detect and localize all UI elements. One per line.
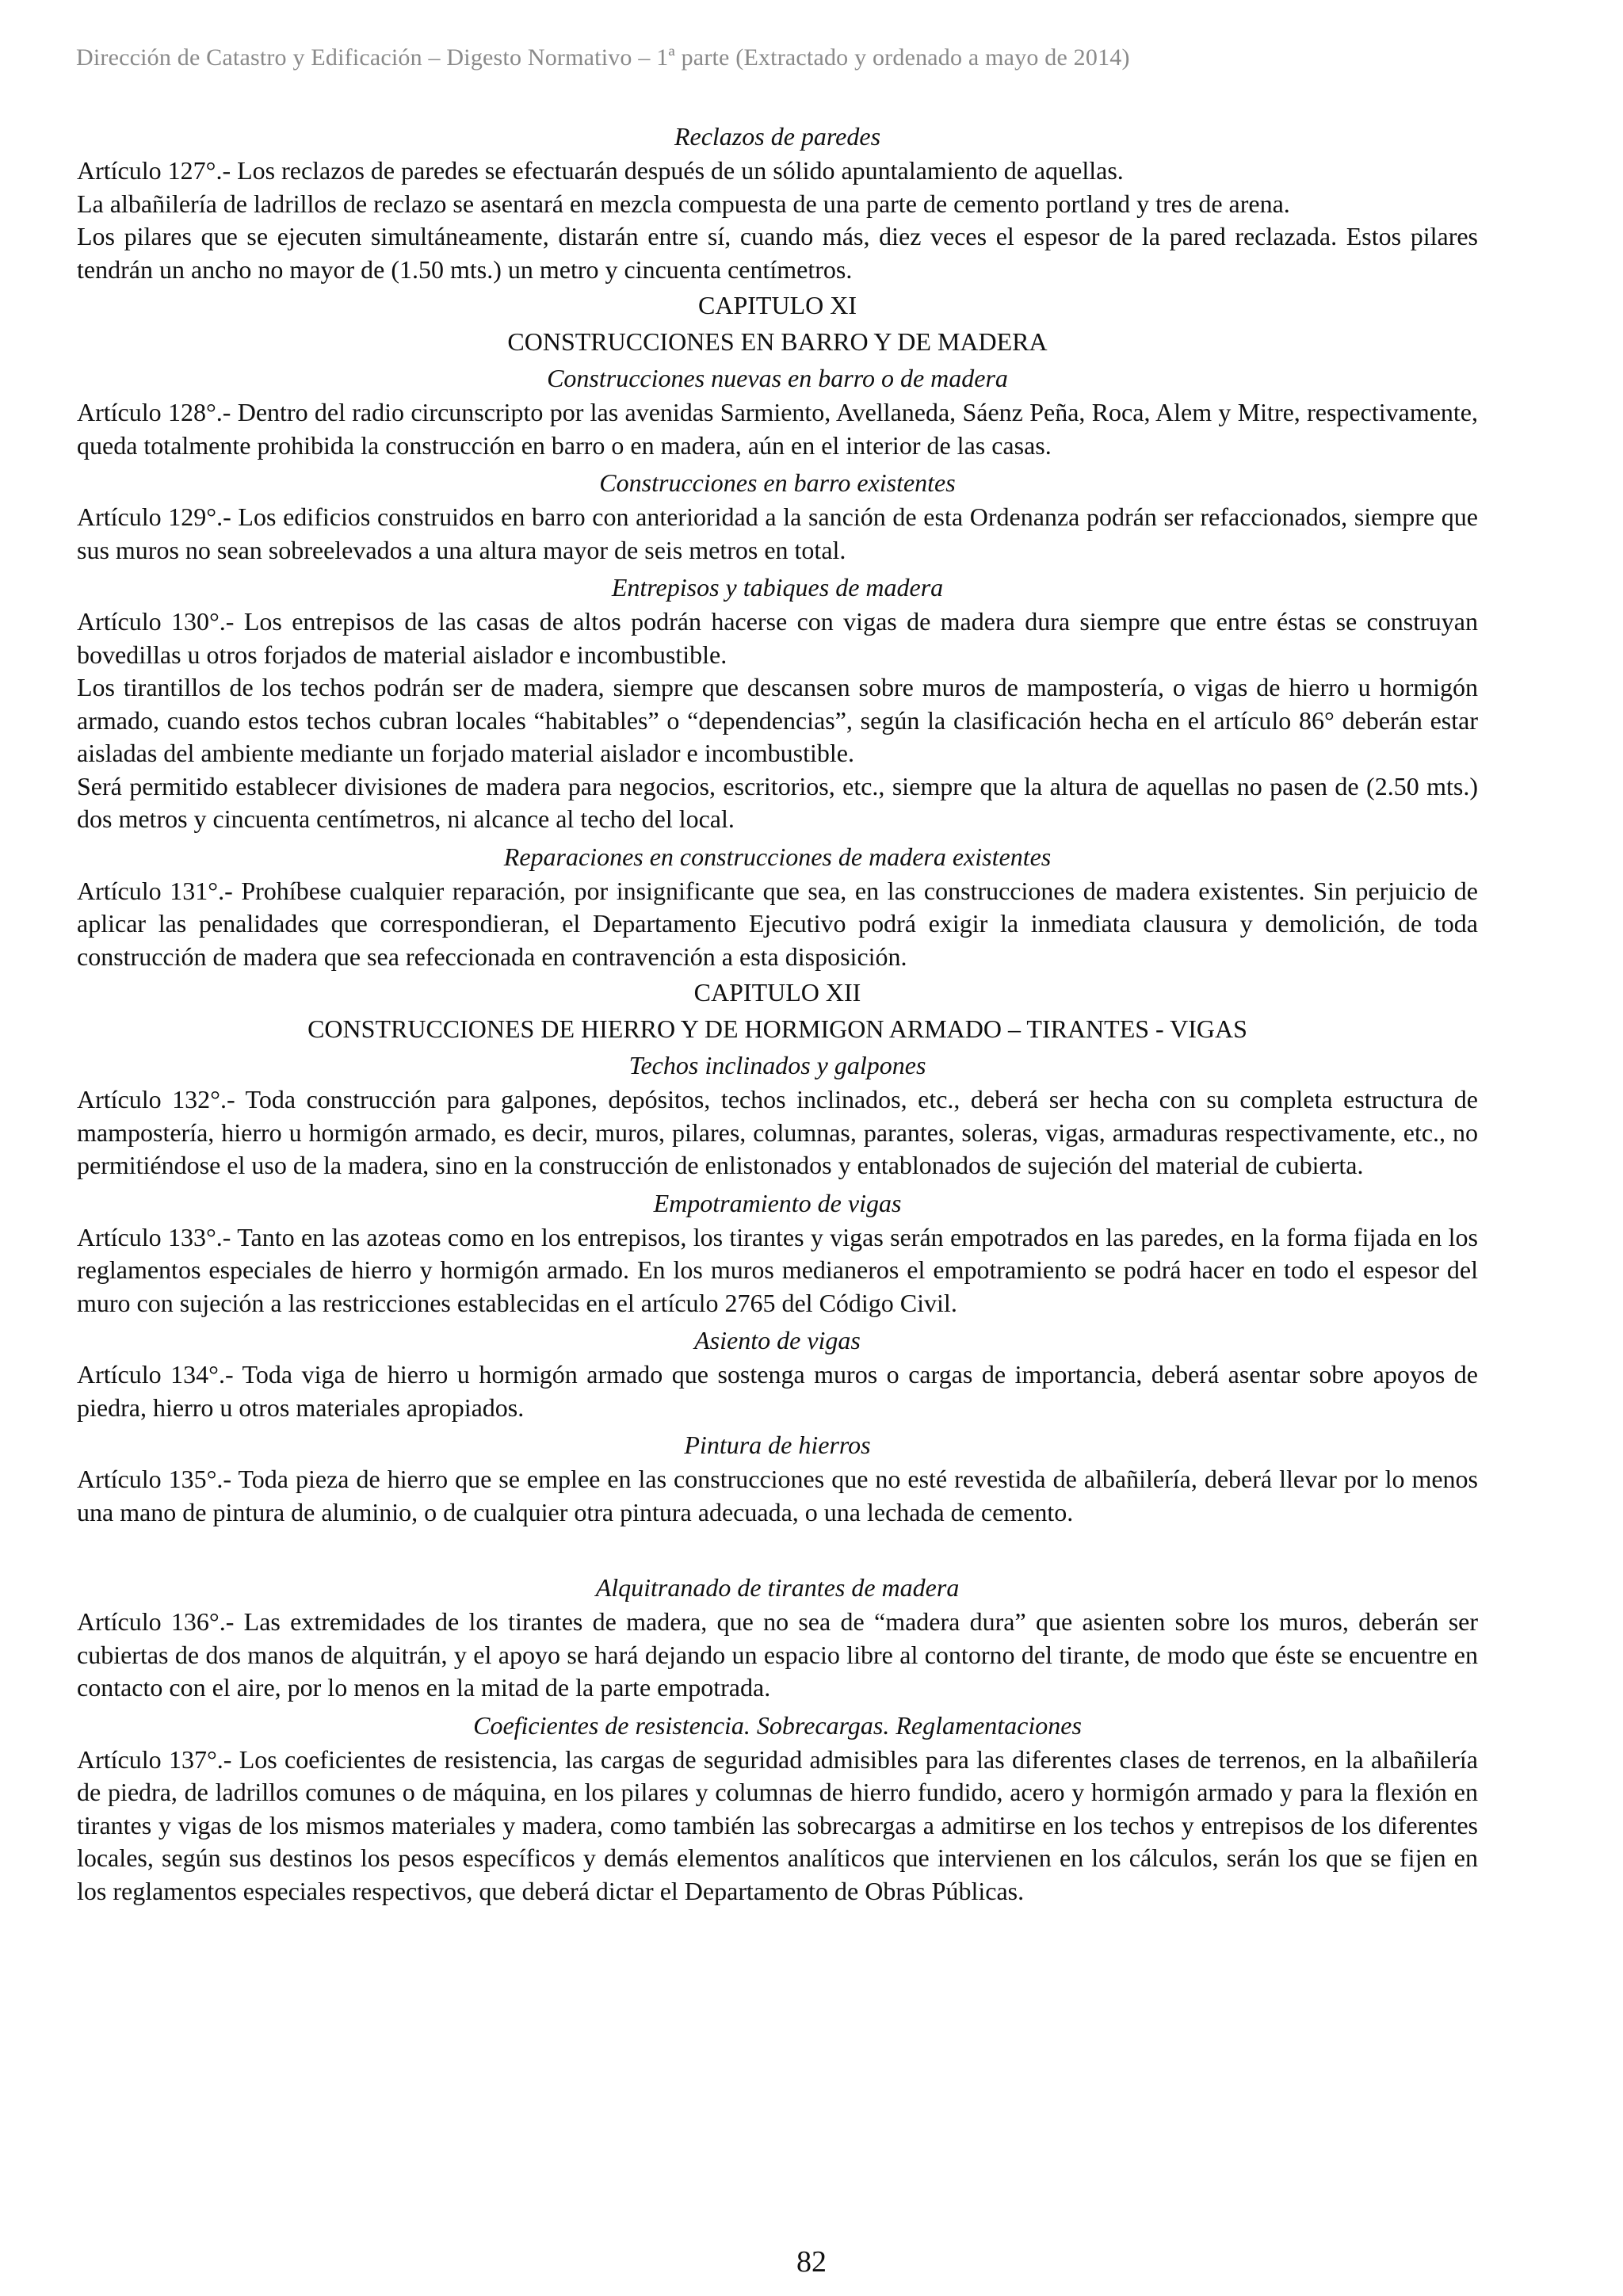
running-header: Dirección de Catastro y Edificación – Digesto Normativo – 1ª parte (Extractado y ordenado a mayo de 2014) [76, 44, 1130, 71]
chapter-title: CONSTRUCCIONES DE HIERRO Y DE HORMIGON ARMADO – TIRANTES - VIGAS [307, 1014, 1247, 1043]
section-subtitle: Techos inclinados y galpones [628, 1051, 926, 1079]
section-subtitle: Coeficientes de resistencia. Sobrecargas. Reglamentaciones [473, 1710, 1082, 1740]
article-paragraph: Artículo 133°.- Tanto en las azoteas como en los entrepisos, los tirantes y vigas serán empotrados en las paredes, en la forma fijada en los reglamentos especiales de hierro y hormigón armado. En los muros medianeros el empotramiento se podrá hacer en todo el espesor del muro con sujeción a las restricciones establecidas en el artículo 2765 del Código Civil. [77, 1222, 1478, 1317]
article-paragraph: Artículo 135°.- Toda pieza de hierro que se emplee en las construcciones que no esté revestida de albañilería, deberá llevar por lo menos una mano de pintura de aluminio, o de cualquier otra pintura adecuada, o una lechada de cemento. [77, 1465, 1478, 1526]
section-subtitle: Construcciones nuevas en barro o de madera [547, 364, 1008, 392]
article-paragraph: Artículo 128°.- Dentro del radio circunscripto por las avenidas Sarmiento, Avellaneda, Sáenz Peña, Roca, Alem y Mitre, respectivamente, queda totalmente prohibida la construcción en barro o en madera, aún en el interior de las casas. [77, 398, 1478, 460]
article-paragraph: Artículo 137°.- Los coeficientes de resistencia, las cargas de seguridad admisibles para las diferentes clases de terrenos, en la albañilería de piedra, de ladrillos comunes o de máquina, en los pilares y columnas de hierro fundido, acero y hormigón armado y para la flexión en tirantes y vigas de los mismos materiales y madera, como también las sobrecargas a admitirse en los techos y entrepisos de los diferentes locales, según sus destinos los pesos específicos y demás elementos analíticos que intervienen en los cálculos, serán los que se fijen en los reglamentos especiales respectivos, que deberá dictar el Departamento de Obras Públicas. [77, 1744, 1478, 1905]
blank-gap [77, 1529, 1478, 1567]
section-subtitle: Reclazos de paredes [674, 122, 881, 151]
chapter-heading: CAPITULO XI [698, 291, 857, 319]
article-paragraph: Será permitido establecer divisiones de madera para negocios, escritorios, etc., siempre que la altura de aquellas no pasen de (2.50 mts.) dos metros y cincuenta centímetros, ni alcance al techo del local. [77, 771, 1478, 833]
article-paragraph: Artículo 131°.- Prohíbese cualquier reparación, por insignificante que sea, en las construcciones de madera existentes. Sin perjuicio de aplicar las penalidades que correspondieran, el Departamento Ejecutivo podrá exigir la inmediata clausura y demolición, de toda construcción de madera que sea refeccionada en contravención a esta disposición. [77, 876, 1478, 971]
article-paragraph: Artículo 134°.- Toda viga de hierro u hormigón armado que sostenga muros o cargas de importancia, deberá asentar sobre apoyos de piedra, hierro u otros materiales apropiados. [77, 1360, 1478, 1422]
chapter-title: CONSTRUCCIONES EN BARRO Y DE MADERA [507, 327, 1048, 356]
page-number: 82 [796, 2245, 827, 2279]
article-paragraph: Los pilares que se ejecuten simultáneamente, distarán entre sí, cuando más, diez veces el espesor de la pared reclazada. Estos pilares tendrán un ancho no mayor de (1.50 mts.) un metro y cincuenta centímetros. [77, 222, 1478, 284]
page-content [77, 116, 1478, 1908]
section-subtitle: Asiento de vigas [694, 1326, 861, 1354]
article-paragraph: Artículo 127°.- Los reclazos de paredes se efectuarán después de un sólido apuntalamiento de aquellas. [77, 156, 1124, 185]
article-paragraph: Artículo 129°.- Los edificios construidos en barro con anterioridad a la sanción de esta Ordenanza podrán ser refaccionados, siempre que sus muros no sean sobreelevados a una altura mayor de seis metros en total. [77, 502, 1478, 564]
section-subtitle: Alquitranado de tirantes de madera [595, 1573, 960, 1602]
article-paragraph: Artículo 130°.- Los entrepisos de las casas de altos podrán hacerse con vigas de madera dura siempre que entre éstas se construyan bovedillas u otros forjados de material aislador e incombustible. [77, 607, 1478, 669]
article-paragraph: Artículo 136°.- Las extremidades de los tirantes de madera, que no sea de “madera dura” que asienten sobre los muros, deberán ser cubiertas de dos manos de alquitrán, y el apoyo se hará dejando un espacio libre al contorno del tirante, de modo que éste se encuentre en contacto con el aire, por lo menos en la mitad de la parte empotrada. [77, 1607, 1478, 1702]
section-subtitle: Entrepisos y tabiques de madera [611, 573, 944, 602]
section-subtitle: Pintura de hierros [684, 1431, 871, 1459]
chapter-heading: CAPITULO XII [693, 978, 861, 1007]
article-paragraph: Artículo 132°.- Toda construcción para galpones, depósitos, techos inclinados, etc., deberá ser hecha con su completa estructura de mampostería, hierro u hormigón armado, es decir, muros, pilares, columnas, parantes, soleras, vigas, armaduras respectivamente, etc., no permitiéndose el uso de la madera, sino en la construcción de enlistonados y entablonados de sujeción del material de cubierta. [77, 1085, 1478, 1179]
section-subtitle: Empotramiento de vigas [653, 1188, 902, 1217]
section-subtitle: Construcciones en barro existentes [599, 468, 956, 497]
article-paragraph: La albañilería de ladrillos de reclazo se asentará en mezcla compuesta de una parte de cemento portland y tres de arena. [77, 189, 1290, 218]
article-paragraph: Los tirantillos de los techos podrán ser de madera, siempre que descansen sobre muros de mampostería, o vigas de hierro u hormigón armado, cuando estos techos cubran locales “habitables” o “dependencias”, según la clasificación hecha en el artículo 86° deberán estar aisladas del ambiente mediante un forjado material aislador e incombustible. [77, 673, 1478, 767]
section-subtitle: Reparaciones en construcciones de madera existentes [503, 842, 1052, 871]
